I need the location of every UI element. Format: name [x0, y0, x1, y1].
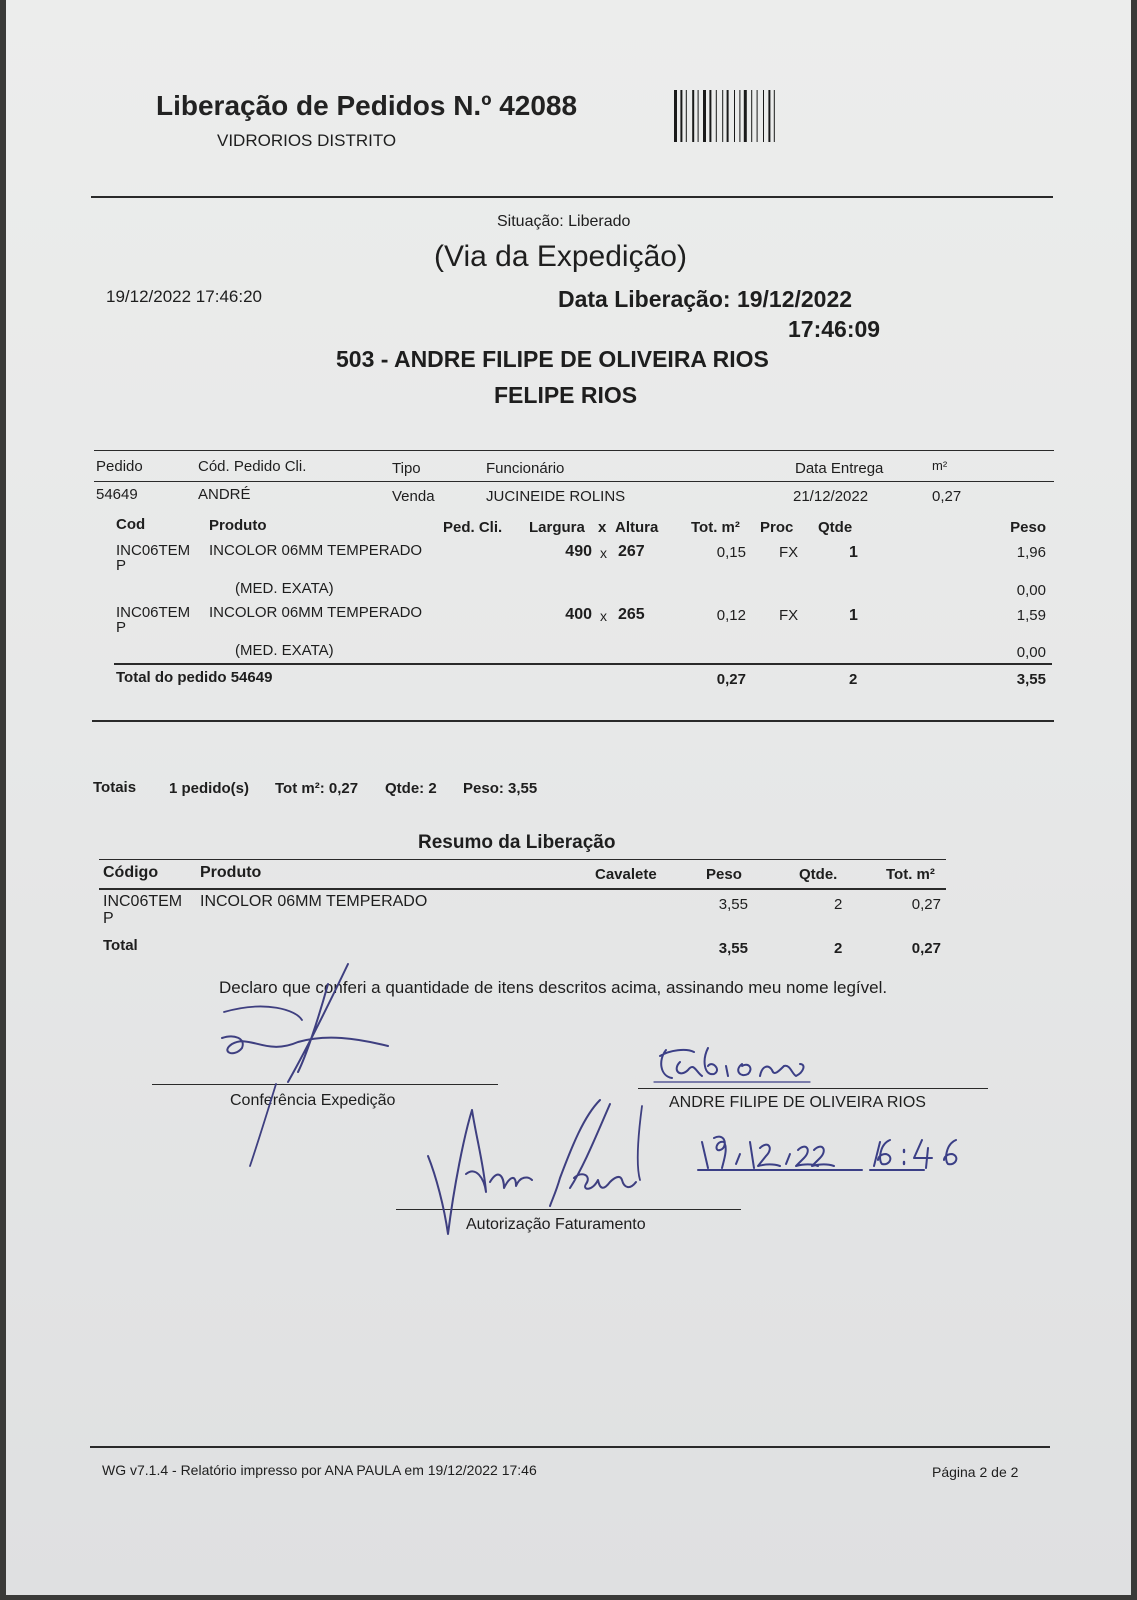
- item-code: INC06TEM: [116, 604, 191, 621]
- barcode-bar: [722, 90, 723, 142]
- barcode-bar: [734, 90, 735, 142]
- page-number: Página 2 de 2: [932, 1464, 1019, 1480]
- totals-weight: Peso: 3,55: [463, 780, 538, 797]
- item-qty: 1: [849, 544, 858, 561]
- summary-qty: 2: [834, 896, 843, 913]
- item-note: (MED. EXATA): [235, 642, 334, 659]
- totals-qty: Qtde: 2: [385, 780, 437, 797]
- col-data-entrega: Data Entrega: [795, 460, 884, 477]
- summary-product: INCOLOR 06MM TEMPERADO: [200, 893, 428, 910]
- col-x: x: [598, 519, 607, 536]
- client-order-code: ANDRÉ: [198, 486, 251, 503]
- summary-title: Resumo da Liberação: [418, 832, 616, 853]
- col-qtde: Qtde: [818, 519, 853, 536]
- client-alias: FELIPE RIOS: [494, 382, 638, 408]
- col-proc: Proc: [760, 519, 794, 536]
- summary-weight: 3,55: [718, 896, 748, 913]
- col-cod-pedido-cli: Cód. Pedido Cli.: [198, 458, 307, 475]
- barcode-bar: [739, 90, 740, 142]
- order-number: 54649: [96, 486, 138, 503]
- barcode-bar: [716, 90, 717, 142]
- item-x: x: [600, 608, 607, 624]
- item-tot-m2: 0,15: [716, 544, 746, 561]
- barcode-bar: [727, 90, 729, 142]
- barcode-bar: [757, 90, 758, 142]
- summary-total-label: Total: [103, 937, 138, 954]
- expedition-label: Conferência Expedição: [230, 1092, 396, 1109]
- col-largura: Largura: [529, 519, 585, 536]
- company-name: VIDRORIOS DISTRITO: [217, 131, 397, 150]
- billing-signature: [424, 1096, 664, 1246]
- order-total-m2: 0,27: [716, 671, 746, 688]
- summary-code: INC06TEM: [103, 893, 183, 910]
- summary-col-cavalete: Cavalete: [595, 866, 657, 883]
- col-ped-cli: Ped. Cli.: [443, 519, 503, 536]
- report-title: Liberação de Pedidos N.º 42088: [156, 90, 578, 121]
- footer-print-info: WG v7.1.4 - Relatório impresso por ANA PAULA em 19/12/2022 17:46: [102, 1462, 537, 1478]
- summary-col-peso: Peso: [706, 866, 742, 883]
- col-tot-m2: Tot. m²: [691, 519, 740, 536]
- summary-total-qty: 2: [834, 940, 843, 957]
- summary-total-weight: 3,55: [718, 940, 748, 957]
- col-produto: Produto: [209, 517, 267, 534]
- col-tipo: Tipo: [392, 460, 421, 477]
- barcode-bar: [709, 90, 711, 142]
- item-weight: 1,96: [1016, 544, 1046, 561]
- barcode-bar: [692, 90, 694, 142]
- header-divider: [91, 196, 1053, 198]
- summary-total-m2: 0,27: [911, 940, 941, 957]
- order-total-weight: 3,55: [1016, 671, 1046, 688]
- items-bottom-line: [92, 720, 1054, 722]
- barcode-bar: [774, 90, 775, 142]
- barcode-bar: [763, 90, 764, 142]
- employee-name: JUCINEIDE ROLINS: [486, 488, 626, 505]
- print-datetime: 19/12/2022 17:46:20: [106, 287, 262, 306]
- client-signature-label: ANDRE FILIPE DE OLIVEIRA RIOS: [669, 1094, 926, 1111]
- item-proc: FX: [779, 544, 799, 561]
- col-altura: Altura: [615, 519, 659, 536]
- barcode-bar: [768, 90, 770, 142]
- summary-col-qtde: Qtde.: [799, 866, 838, 883]
- summary-header-line: [99, 888, 946, 890]
- client-signature-line: [638, 1088, 988, 1089]
- release-date: Data Liberação: 19/12/2022: [558, 286, 853, 312]
- barcode-bar: [680, 90, 682, 142]
- summary-col-tot-m2: Tot. m²: [886, 866, 935, 883]
- item-width: 400: [565, 606, 592, 623]
- item-product: INCOLOR 06MM TEMPERADO: [209, 604, 423, 621]
- summary-col-codigo: Código: [103, 864, 159, 881]
- barcode-bar: [674, 90, 677, 142]
- barcode-image: [674, 90, 846, 142]
- summary-code-wrap: P: [103, 910, 114, 927]
- item-proc: FX: [779, 607, 799, 624]
- item-height: 267: [618, 543, 645, 560]
- order-table-header-line: [94, 481, 1054, 482]
- via-title: (Via da Expedição): [434, 240, 687, 273]
- item-x: x: [600, 545, 607, 561]
- order-total-qty: 2: [849, 671, 858, 688]
- barcode-bar: [698, 90, 699, 142]
- barcode-bar: [686, 90, 687, 142]
- item-height: 265: [618, 606, 645, 623]
- order-m2: 0,27: [932, 488, 962, 505]
- order-type: Venda: [392, 488, 435, 505]
- summary-top-line: [99, 859, 946, 860]
- declaration-text: Declaro que conferi a quantidade de itens descritos acima, assinando meu nome legível.: [219, 978, 888, 997]
- client-signature: [650, 1042, 820, 1088]
- items-total-line: [114, 663, 1052, 665]
- item-note-weight: 0,00: [1016, 644, 1046, 661]
- item-qty: 1: [849, 607, 858, 624]
- item-note-weight: 0,00: [1016, 582, 1046, 599]
- totals-label: Totais: [93, 779, 137, 796]
- delivery-date: 21/12/2022: [793, 488, 869, 505]
- barcode-bar: [703, 90, 706, 142]
- col-pedido: Pedido: [96, 458, 143, 475]
- col-funcionario: Funcionário: [486, 460, 565, 477]
- release-time: 17:46:09: [788, 316, 881, 342]
- order-total-label: Total do pedido 54649: [116, 669, 273, 686]
- item-code-wrap: P: [116, 557, 127, 574]
- item-product: INCOLOR 06MM TEMPERADO: [209, 542, 423, 559]
- totals-m2: Tot m²: 0,27: [275, 780, 359, 797]
- status-text: Situação: Liberado: [497, 213, 631, 230]
- item-tot-m2: 0,12: [716, 607, 746, 624]
- item-note: (MED. EXATA): [235, 580, 334, 597]
- col-peso: Peso: [1010, 519, 1046, 536]
- item-width: 490: [565, 543, 592, 560]
- col-cod: Cod: [116, 516, 146, 533]
- barcode-bar: [751, 90, 752, 142]
- order-table-top-line: [94, 450, 1054, 451]
- totals-orders: 1 pedido(s): [169, 780, 250, 797]
- barcode-bar: [744, 90, 747, 142]
- item-code: INC06TEM: [116, 542, 191, 559]
- col-m2: m²: [932, 458, 948, 473]
- summary-tot-m2: 0,27: [911, 896, 941, 913]
- item-weight: 1,59: [1016, 607, 1046, 624]
- document-page: [6, 0, 1131, 1595]
- handwritten-date: [694, 1130, 984, 1180]
- client-name: 503 - ANDRE FILIPE DE OLIVEIRA RIOS: [336, 346, 769, 372]
- billing-label: Autorização Faturamento: [466, 1216, 646, 1233]
- summary-col-produto: Produto: [200, 864, 262, 881]
- expedition-signature: [206, 960, 406, 1190]
- footer-divider: [90, 1446, 1050, 1448]
- item-code-wrap: P: [116, 619, 127, 636]
